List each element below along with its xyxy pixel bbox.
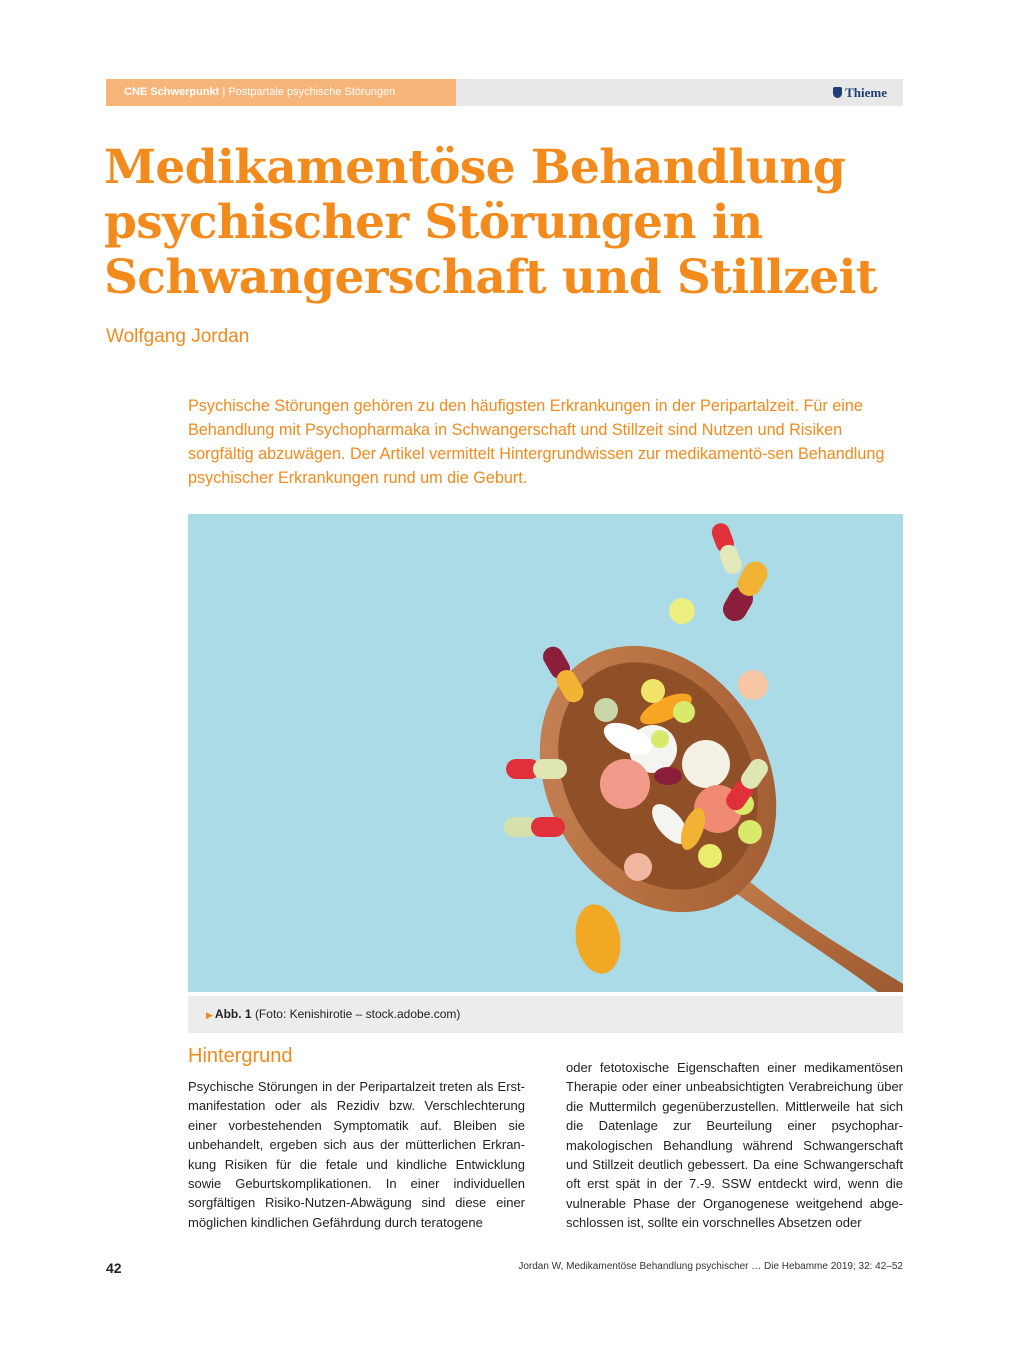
header-separator: | [219,86,229,98]
figure-photo [188,514,903,992]
header-section: CNE Schwerpunkt [124,86,220,98]
section-heading: Hintergrund [188,1045,293,1067]
caption-arrow-icon: ▶ [206,1010,213,1020]
pills-on-wooden-spoon-photo [188,514,903,992]
publisher-logo [833,79,887,106]
footer-citation: Jordan W, Medikamentöse Behandlung psychischer … Die Hebamme 2019; 32: 42–52 [518,1261,903,1272]
running-header [106,79,903,106]
header-section-label [106,79,456,106]
figure-label: Abb. 1 [214,1007,252,1021]
article-author: Wolfgang Jordan [106,326,250,347]
body-column-2: oder fetotoxische Eigenschaften einer medikamentösen Therapie oder einer unbeabsichtigten Verabreichung über die Muttermilch gegenüberzustellen. Mittlerweile hat sich die Datenlage zur Beurteilung einer psychophar-makologischen Behandlung während Schwangerschaft und Stillzeit deutlich gebessert. Da eine Schwangerschaft oft erst spät in der 7.-9. SSW entdeckt wird, wenn die vulnerable Phase der Organogenese weitgehend abge-schlossen ist, sollte ein vorschnelles Absetzen oder [566,1060,903,1231]
article-title: Medikamentöse Behandlung psychischer Störungen in Schwangerschaft und Stillzeit [104,140,877,305]
page-number: 42 [106,1260,122,1276]
capsule-red-left [506,759,567,779]
thieme-logo-icon [833,87,842,98]
figure-credit: (Foto: Kenishirotie – stock.adobe.com) [254,1007,461,1021]
figure-caption [188,996,903,1033]
capsule-red-bottom [504,817,565,837]
capsule-red-top [709,521,744,577]
article-lead: Psychische Störungen gehören zu den häufigsten Erkrankungen in der Peripartalzeit. Für eine Behandlung mit Psychopharmaka in Schwangerschaft und Stillzeit sind Nutzen und Risiken sorgfältig abzuwägen. Der Artikel vermittelt Hintergrundwissen zur medikamentö-sen Behandlung psychischer Erkrankungen rund um die Geburt. [188,397,885,487]
publisher-name: Thieme [845,85,887,100]
header-topic: Postpartale psychische Störungen [228,86,396,98]
body-column-1: Psychische Störungen in der Peripartalzeit treten als Erst-manifestation oder als Rezidiv bzw. Verschlechterung einer vorbestehenden Symptomatik auf. Bleiben sie unbehandelt, ergeben sich aus der mütterlichen Erkran-kung Risiken für die fetale und kindliche Entwicklung sowie Geburtskomplikationen. In einer individuellen sorgfältigen Risiko-Nutzen-Abwägung sind diese einer möglichen kindlichen Gefährdung durch teratogene [188,1079,525,1230]
